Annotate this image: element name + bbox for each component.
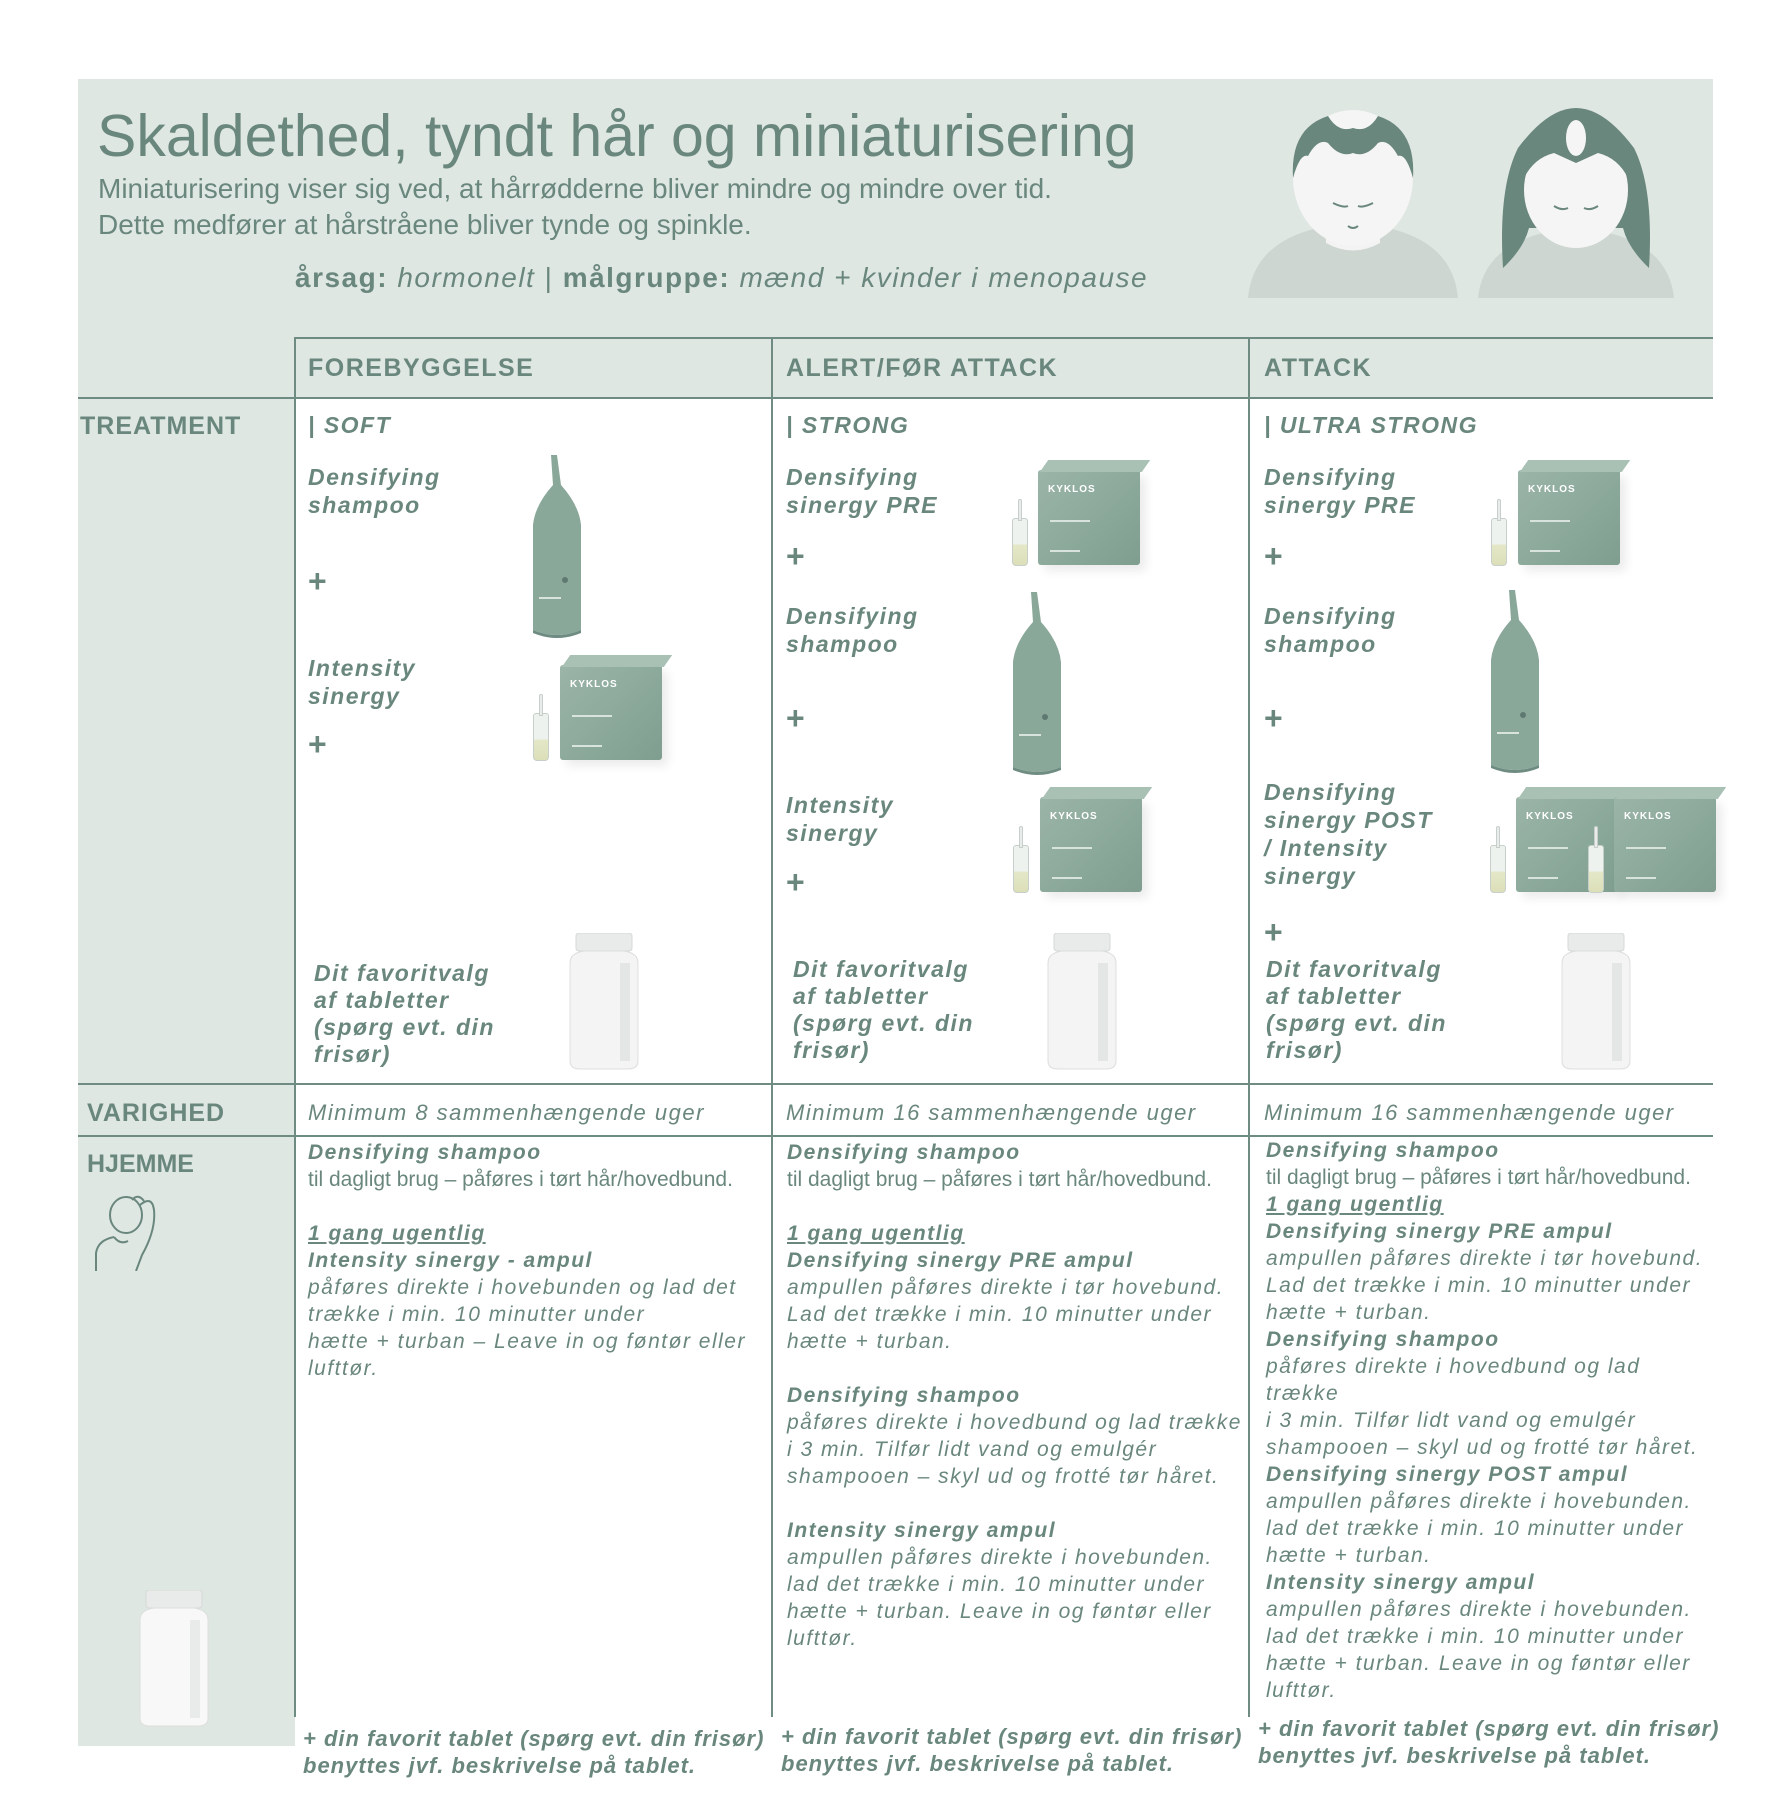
footer-note-line: benyttes jvf. beskrivelse på tablet.	[781, 1751, 1175, 1776]
grid-line	[1248, 337, 1250, 1717]
favorite-tablets-label: Dit favoritvalg af tabletter (spørg evt. din frisør)	[793, 956, 974, 1063]
home-step-title: Densifying sinergy POST ampul	[1266, 1463, 1629, 1486]
home-step-text: lufttør.	[1266, 1679, 1337, 1702]
level-strong: | STRONG	[786, 412, 910, 438]
supplement-jar-icon	[132, 1590, 216, 1728]
subtitle-line: Dette medfører at hårstråene bliver tynde og spinkle.	[98, 209, 752, 240]
row-label-panel	[78, 339, 295, 1746]
plus-sign: +	[1264, 538, 1283, 574]
weekly-label: 1 gang ugentlig	[787, 1222, 965, 1245]
column-header-attack: ATTACK	[1264, 354, 1373, 382]
home-step-text: trække i min. 10 minutter under	[308, 1303, 646, 1326]
densifying-box-icon	[1038, 470, 1140, 565]
cause-and-target-line	[295, 262, 1148, 294]
target-label: målgruppe:	[562, 262, 731, 293]
home-step-title: Densifying shampoo	[1266, 1328, 1500, 1351]
grid-line	[78, 1083, 1713, 1085]
home-step-text: påføres direkte i hovedbund og lad trække	[787, 1411, 1242, 1434]
product-label: Intensity sinergy	[786, 792, 895, 846]
vial-icon	[1013, 845, 1029, 893]
product-label: Densifying sinergy POST / Intensity sinergy	[1264, 779, 1433, 889]
intensity-box-icon	[1040, 797, 1142, 892]
vial-icon	[1012, 518, 1028, 566]
home-step-text: til dagligt brug – påføres i tørt hår/hovedbund.	[308, 1168, 733, 1191]
home-step-text: ampullen påføres direkte i hovebunden.	[787, 1546, 1213, 1569]
row-label-home: HJEMME	[87, 1150, 194, 1178]
brand-label: KYKLOS	[1624, 811, 1672, 822]
footer-note-line: + din favorit tablet (spørg evt. din frisør)	[303, 1726, 765, 1751]
product-label: Densifying shampoo	[308, 464, 441, 518]
home-step-text: hætte + turban.	[1266, 1301, 1432, 1324]
vial-icon	[1490, 845, 1506, 893]
footer-note-line: benyttes jvf. beskrivelse på tablet.	[1258, 1743, 1652, 1768]
plus-sign: +	[786, 700, 805, 736]
shampoo-bottle-icon	[1475, 590, 1555, 775]
duration-value: Minimum 8 sammenhængende uger	[308, 1100, 705, 1125]
footer-note-line: + din favorit tablet (spørg evt. din frisør)	[1258, 1716, 1720, 1741]
brand-label: KYKLOS	[1528, 484, 1576, 495]
plus-sign: +	[786, 538, 805, 574]
footer-note	[781, 1723, 1242, 1777]
home-step-text: påføres direkte i hovebunden og lad det	[308, 1276, 737, 1299]
vial-icon	[533, 713, 549, 761]
home-step-text: i 3 min. Tilfør lidt vand og emulgér	[787, 1438, 1158, 1461]
home-step-title: Densifying shampoo	[787, 1384, 1021, 1407]
home-step-title: Intensity sinergy ampul	[787, 1519, 1057, 1542]
shampoo-bottle-icon	[517, 455, 597, 640]
product-label: Densifying shampoo	[1264, 603, 1397, 657]
home-step-text: shampooen – skyl ud og frotté tør håret.	[787, 1465, 1220, 1488]
home-step-text: i 3 min. Tilfør lidt vand og emulgér	[1266, 1409, 1637, 1432]
home-step-text: Lad det trække i min. 10 minutter under	[787, 1303, 1213, 1326]
column-header-prevention: FOREBYGGELSE	[308, 354, 535, 382]
grid-line	[78, 397, 1713, 399]
home-step-title: Intensity sinergy - ampul	[308, 1249, 593, 1272]
product-label: Densifying shampoo	[786, 603, 919, 657]
home-step-title: Densifying shampoo	[787, 1141, 1021, 1164]
product-label: Densifying sinergy PRE	[786, 464, 938, 518]
home-step-text: lad det trække i min. 10 minutter under	[1266, 1517, 1685, 1540]
grid-line	[295, 337, 1713, 339]
home-step-text: ampullen påføres direkte i tør hovebund.	[1266, 1247, 1704, 1270]
home-instructions	[787, 1139, 1247, 1652]
home-step-text: hætte + turban. Leave in og føntør eller	[787, 1600, 1212, 1623]
densifying-box-icon	[1518, 470, 1620, 565]
home-step-title: Densifying shampoo	[1266, 1139, 1500, 1162]
home-step-text: påføres direkte i hovedbund og lad trække	[1266, 1355, 1641, 1405]
hand-on-head-icon	[92, 1185, 168, 1271]
target-value: mænd + kvinder i menopause	[739, 262, 1149, 293]
home-step-title: Densifying sinergy PRE ampul	[1266, 1220, 1613, 1243]
man-balding-illustration	[1248, 108, 1458, 298]
brand-label: KYKLOS	[570, 679, 618, 690]
product-label: Densifying sinergy PRE	[1264, 464, 1416, 518]
home-step-text: hætte + turban. Leave in og føntør eller	[1266, 1652, 1691, 1675]
subtitle-line: Miniaturisering viser sig ved, at hårrødderne bliver mindre og mindre over tid.	[98, 173, 1052, 204]
home-instructions	[1266, 1137, 1712, 1704]
vial-icon	[1588, 845, 1604, 893]
favorite-tablets-label: Dit favoritvalg af tabletter (spørg evt. din frisør)	[1266, 956, 1447, 1063]
home-step-text: lad det trække i min. 10 minutter under	[1266, 1625, 1685, 1648]
row-label-duration: VARIGHED	[87, 1099, 226, 1127]
separator: |	[544, 262, 554, 293]
footer-note	[303, 1725, 764, 1779]
home-step-text: til dagligt brug – påføres i tørt hår/hovedbund.	[1266, 1166, 1691, 1189]
weekly-label: 1 gang ugentlig	[1266, 1193, 1444, 1216]
home-step-text: ampullen påføres direkte i hovebunden.	[1266, 1598, 1692, 1621]
home-step-text: Lad det trække i min. 10 minutter under	[1266, 1274, 1692, 1297]
home-step-title: Densifying shampoo	[308, 1141, 542, 1164]
plus-sign: +	[308, 726, 327, 762]
home-step-text: ampullen påføres direkte i hovebunden.	[1266, 1490, 1692, 1513]
home-step-text: lufttør.	[787, 1627, 858, 1650]
plus-sign: +	[786, 864, 805, 900]
home-step-text: til dagligt brug – påføres i tørt hår/hovedbund.	[787, 1168, 1212, 1191]
favorite-tablets-label: Dit favoritvalg af tabletter (spørg evt. din frisør)	[314, 960, 495, 1067]
home-step-text: lad det trække i min. 10 minutter under	[787, 1573, 1206, 1596]
plus-sign: +	[1264, 914, 1283, 950]
home-step-text: ampullen påføres direkte i tør hovebund.	[787, 1276, 1225, 1299]
plus-sign: +	[1264, 700, 1283, 736]
footer-note	[1258, 1715, 1719, 1769]
supplement-jar-icon	[1040, 933, 1124, 1071]
supplement-jar-icon	[562, 933, 646, 1071]
page-title: Skaldethed, tyndt hår og miniaturisering	[97, 103, 1137, 169]
column-header-alert: ALERT/FØR ATTACK	[786, 354, 1059, 382]
intensity-box-icon	[1614, 797, 1716, 892]
duration-value: Minimum 16 sammenhængende uger	[786, 1100, 1197, 1125]
home-step-text: hætte + turban.	[787, 1330, 953, 1353]
home-instructions	[308, 1139, 768, 1382]
woman-thinning-illustration	[1478, 108, 1674, 298]
vial-icon	[1491, 518, 1507, 566]
grid-line	[771, 337, 773, 1717]
grid-line	[294, 337, 296, 1717]
home-step-text: shampooen – skyl ud og frotté tør håret.	[1266, 1436, 1699, 1459]
brand-label: KYKLOS	[1050, 811, 1098, 822]
level-soft: | SOFT	[308, 412, 392, 438]
row-label-treatment: TREATMENT	[80, 412, 242, 440]
footer-note-line: + din favorit tablet (spørg evt. din frisør)	[781, 1724, 1243, 1749]
home-step-title: Intensity sinergy ampul	[1266, 1571, 1536, 1594]
cause-label: årsag:	[295, 262, 389, 293]
level-ultra-strong: | ULTRA STRONG	[1264, 412, 1478, 438]
brand-label: KYKLOS	[1048, 484, 1096, 495]
supplement-jar-icon	[1554, 933, 1638, 1071]
home-step-title: Densifying sinergy PRE ampul	[787, 1249, 1134, 1272]
home-step-text: lufttør.	[308, 1357, 379, 1380]
intensity-box-icon	[560, 665, 662, 760]
footer-note-line: benyttes jvf. beskrivelse på tablet.	[303, 1753, 697, 1778]
weekly-label: 1 gang ugentlig	[308, 1222, 486, 1245]
duration-value: Minimum 16 sammenhængende uger	[1264, 1100, 1675, 1125]
product-label: Intensity sinergy	[308, 655, 417, 709]
shampoo-bottle-icon	[997, 592, 1077, 777]
brand-label: KYKLOS	[1526, 811, 1574, 822]
cause-value: hormonelt	[397, 262, 536, 293]
home-step-text: hætte + turban – Leave in og føntør eller	[308, 1330, 746, 1353]
plus-sign: +	[308, 563, 327, 599]
home-step-text: hætte + turban.	[1266, 1544, 1432, 1567]
